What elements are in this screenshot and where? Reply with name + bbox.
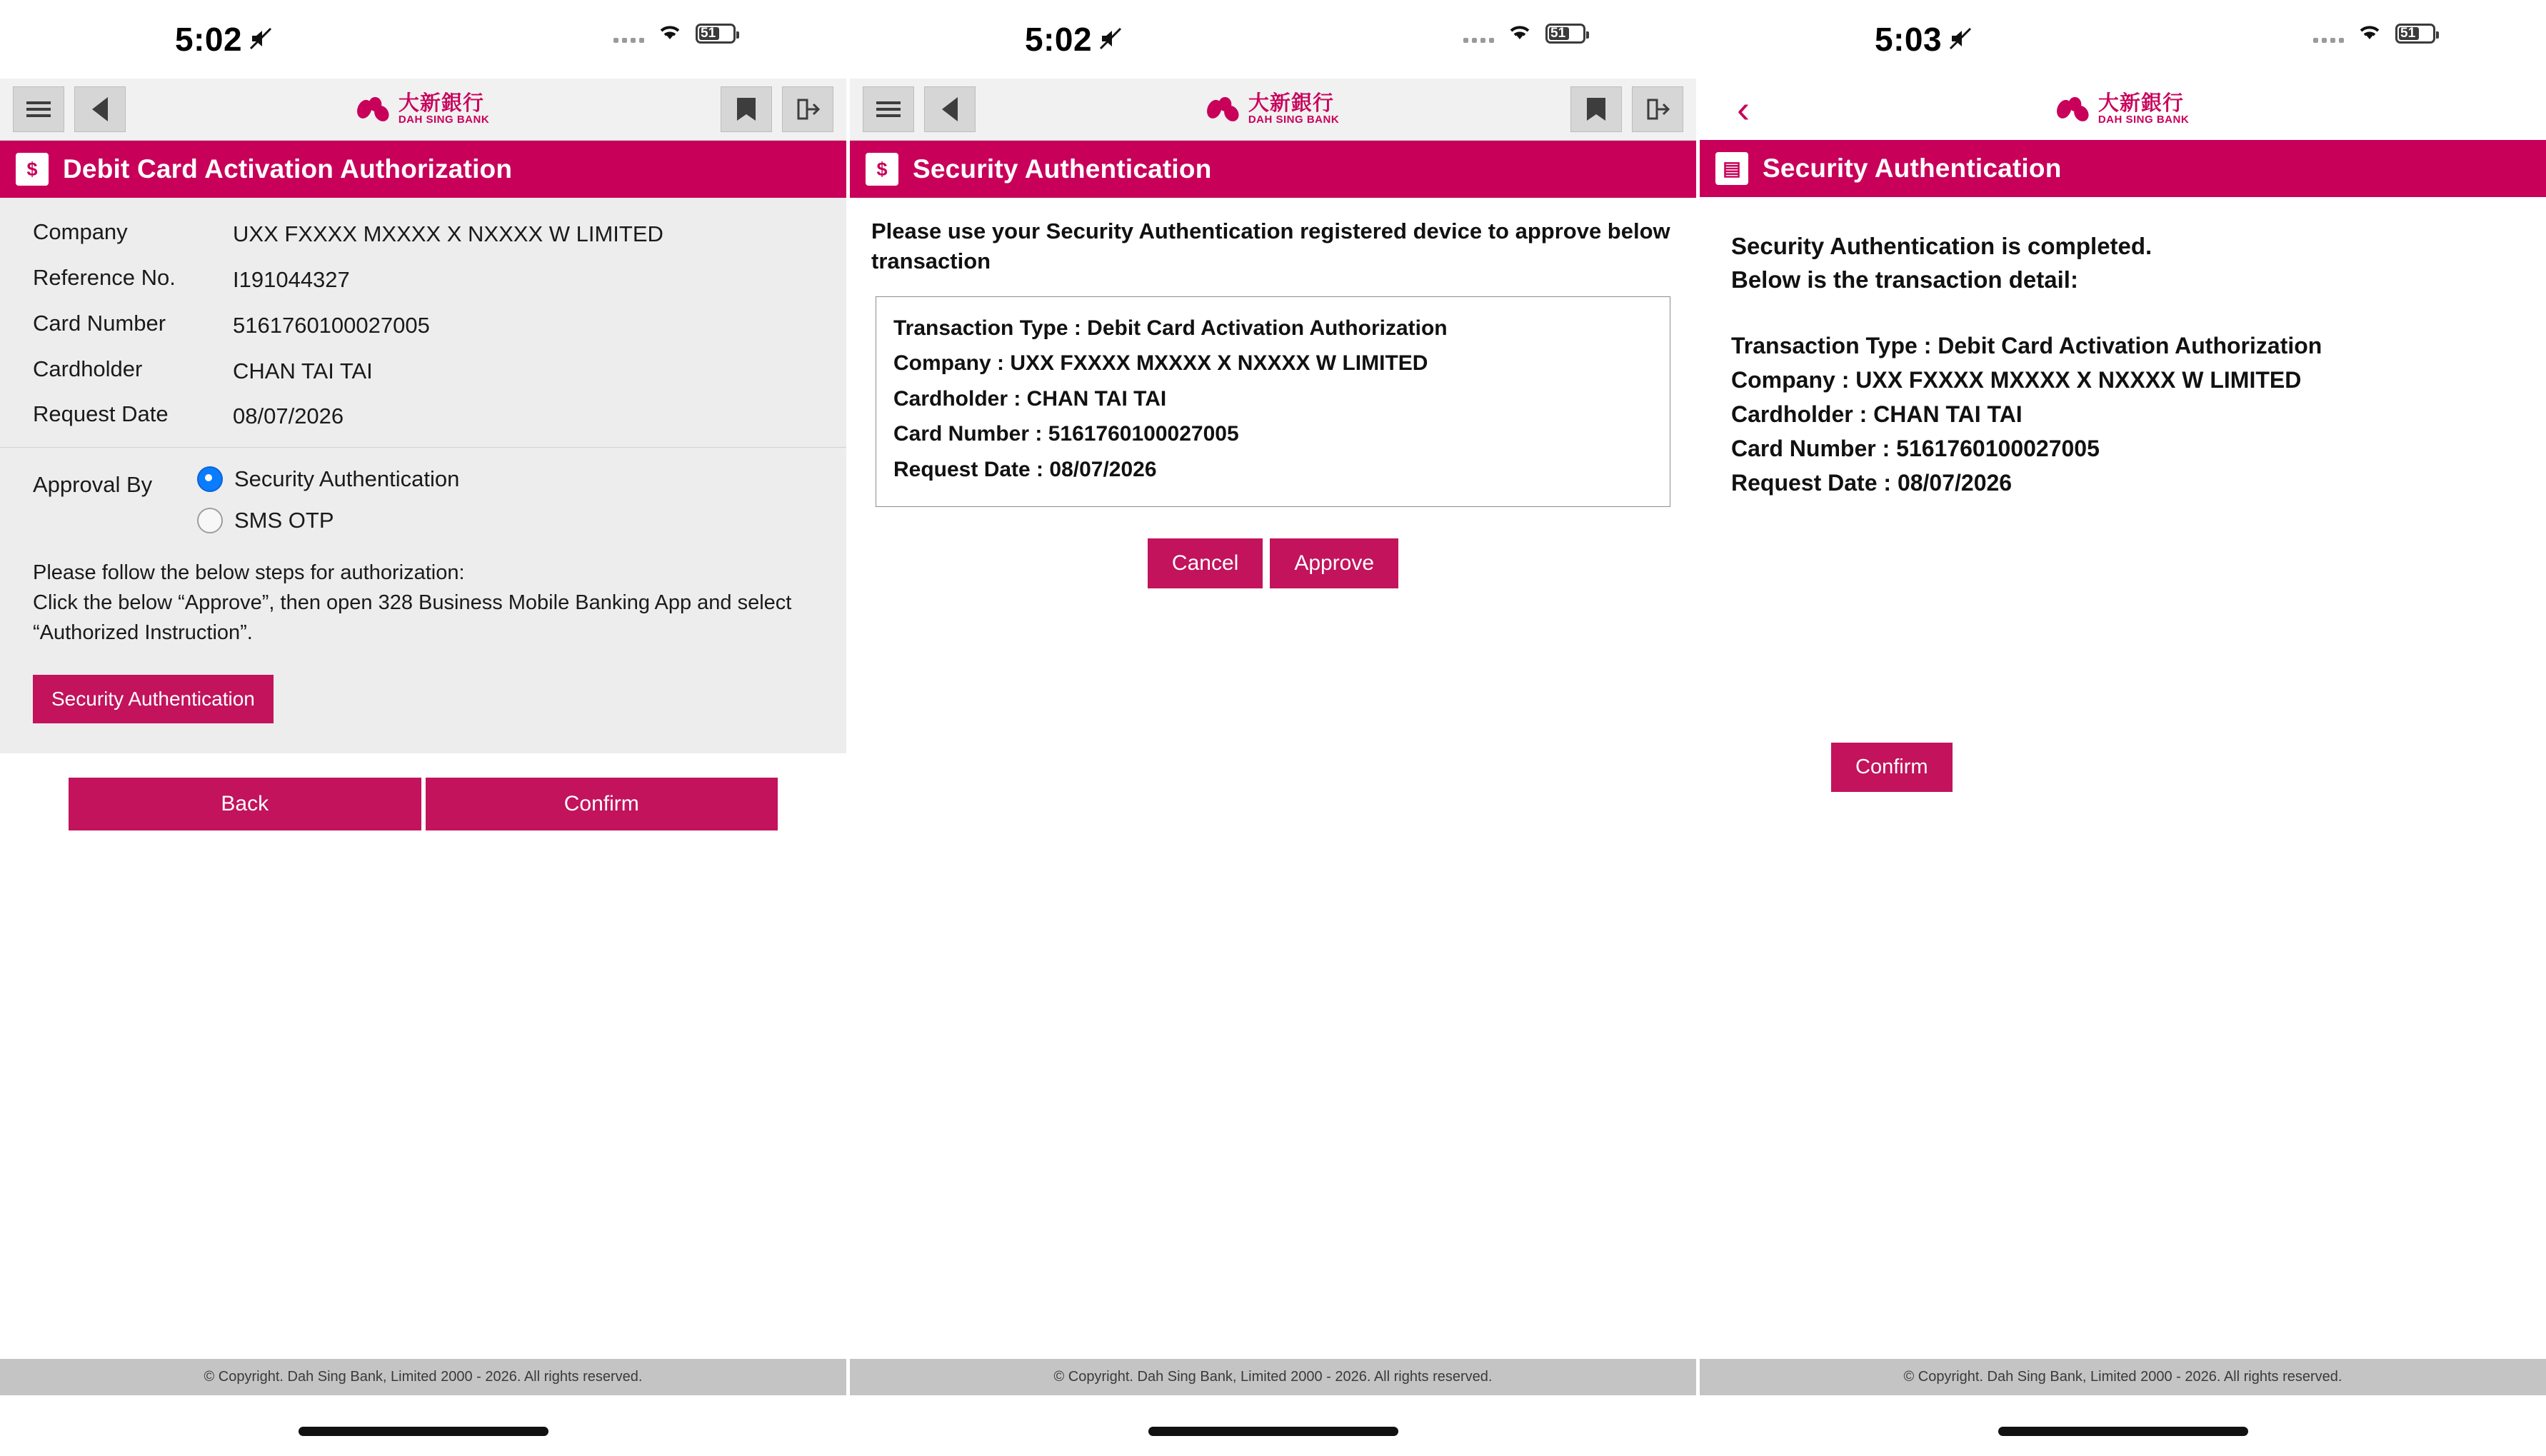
transaction-line: Card Number : 5161760100027005 — [893, 422, 1239, 446]
page-header-2 — [850, 141, 1696, 198]
status-bar-2 — [850, 0, 1696, 79]
triangle-left-icon — [942, 97, 958, 121]
field-label: Reference No. — [33, 264, 176, 290]
app-bar-2 — [850, 79, 1696, 141]
bookmark-icon — [737, 98, 756, 121]
screen-3-body — [1700, 197, 2546, 1428]
mobile-security-icon-glyph: $ — [876, 158, 888, 180]
field-label: Cardholder — [33, 356, 143, 381]
battery-level: 51 — [1550, 26, 1566, 41]
page-header-3 — [1700, 140, 2546, 197]
confirm-button[interactable]: Confirm — [1831, 743, 1953, 792]
brand-name-en: DAH SING BANK — [1248, 114, 1340, 126]
status-indicators — [613, 21, 736, 46]
nav-right-2 — [1570, 86, 1683, 132]
status-time: 5:03 — [1875, 21, 1943, 58]
page-header-1 — [0, 141, 846, 198]
radio-sms-otp[interactable] — [197, 508, 459, 533]
triangle-left-icon — [92, 97, 108, 121]
status-bar-1 — [0, 0, 846, 79]
approval-by-label: Approval By — [33, 472, 153, 498]
radio-selected-icon[interactable] — [197, 466, 223, 492]
completion-title — [1731, 230, 2515, 297]
battery-icon — [1545, 24, 1585, 44]
completion-line-1: Security Authentication is completed. — [1731, 233, 2152, 259]
completion-content — [1700, 197, 2546, 792]
field-row — [0, 356, 846, 386]
phone-screen-1 — [0, 0, 846, 1456]
phone-screen-2 — [850, 0, 1696, 1456]
transaction-line: Request Date : 08/07/2026 — [893, 457, 1157, 481]
detail-line: Request Date : 08/07/2026 — [1731, 469, 2013, 496]
completion-detail — [1731, 328, 2515, 500]
detail-line: Card Number : 5161760100027005 — [1731, 435, 2100, 461]
bookmark-button[interactable] — [1570, 86, 1622, 132]
approval-by-row — [0, 466, 846, 533]
logout-button[interactable] — [782, 86, 833, 132]
field-value: I191044327 — [233, 266, 350, 292]
instructions-line-1: Please follow the below steps for authorization: — [33, 561, 465, 585]
field-value: CHAN TAI TAI — [233, 358, 373, 383]
status-indicators — [1463, 21, 1585, 46]
signal-dots-icon — [613, 24, 644, 43]
wifi-icon — [656, 21, 684, 46]
phone-screen-3 — [1700, 0, 2546, 1456]
signal-dots-icon — [1463, 24, 1494, 43]
field-row — [0, 219, 846, 249]
field-row — [0, 401, 846, 431]
copyright-3: © Copyright. Dah Sing Bank, Limited 2000 - 2026. All rights reserved. — [1700, 1359, 2546, 1395]
radio-label: Security Authentication — [234, 466, 460, 492]
copyright-1: © Copyright. Dah Sing Bank, Limited 2000 - 2026. All rights reserved. — [0, 1359, 846, 1395]
cancel-button[interactable]: Cancel — [1148, 538, 1263, 588]
status-indicators — [2313, 21, 2435, 46]
approve-button[interactable]: Approve — [1270, 538, 1398, 588]
screen-2-shell — [850, 79, 1696, 1456]
wifi-icon — [2355, 21, 2384, 46]
completion-line-2: Below is the transaction detail: — [1731, 266, 2078, 293]
logout-icon — [796, 98, 820, 121]
transaction-line: Company : UXX FXXXX MXXXX X NXXXX W LIMITED — [893, 351, 1428, 376]
nav-right-1 — [721, 86, 833, 132]
dah-sing-mark-icon — [357, 97, 390, 121]
security-auth-button-wrap — [0, 648, 846, 753]
footer-buttons — [0, 753, 846, 830]
screen-1-shell — [0, 79, 846, 1456]
back-action-button[interactable]: Back — [69, 778, 421, 830]
detail-line: Company : UXX FXXXX MXXXX X NXXXX W LIMITED — [1731, 366, 2302, 393]
field-label: Company — [33, 219, 128, 244]
security-auth-instruction: Please use your Security Authentication registered device to approve below transaction — [871, 219, 1670, 273]
instructions-line-2: Click the below “Approve”, then open 328 Business Mobile Banking App and select “Authorized Instruction”. — [33, 591, 792, 645]
field-value: 08/07/2026 — [233, 403, 344, 429]
transaction-detail-box — [876, 296, 1670, 508]
mute-icon — [1946, 24, 1975, 53]
logout-icon — [1645, 98, 1670, 121]
nav-left-2 — [863, 86, 976, 132]
nav-left-1 — [13, 86, 126, 132]
mute-icon — [1096, 24, 1125, 53]
transaction-line: Transaction Type : Debit Card Activation Authorization — [893, 316, 1448, 340]
bookmark-icon — [1587, 98, 1605, 121]
detail-line: Cardholder : CHAN TAI TAI — [1731, 401, 2023, 427]
approval-options — [197, 466, 459, 533]
debit-card-icon-glyph: $ — [26, 158, 38, 180]
menu-button[interactable] — [863, 86, 914, 132]
transaction-actions — [850, 538, 1696, 588]
mute-icon — [246, 24, 275, 53]
page-title: Debit Card Activation Authorization — [63, 154, 513, 184]
battery-icon — [2395, 24, 2435, 44]
security-authentication-button[interactable]: Security Authentication — [33, 675, 274, 723]
details-panel — [0, 198, 846, 753]
signal-dots-icon — [2313, 24, 2344, 43]
mobile-security-icon — [866, 153, 898, 186]
dah-sing-mark-icon — [2057, 97, 2090, 121]
app-bar-3 — [1700, 79, 2546, 140]
debit-card-icon — [16, 153, 49, 186]
field-value: 5161760100027005 — [233, 312, 430, 338]
mobile-security-icon-glyph: ▤ — [1723, 157, 1741, 179]
transaction-line: Cardholder : CHAN TAI TAI — [893, 386, 1167, 411]
chevron-left-icon[interactable]: ‹ — [1737, 88, 1750, 131]
screen-2-body — [850, 198, 1696, 1429]
copyright-2: © Copyright. Dah Sing Bank, Limited 2000 - 2026. All rights reserved. — [850, 1359, 1696, 1395]
screen-3-shell — [1700, 79, 2546, 1456]
back-button[interactable] — [924, 86, 976, 132]
wifi-icon — [1505, 21, 1534, 46]
bank-logo — [2057, 93, 2189, 126]
brand-name-cn: 大新銀行 — [398, 91, 484, 115]
status-time: 5:02 — [1025, 21, 1093, 58]
divider — [0, 447, 846, 448]
radio-security-authentication[interactable] — [197, 466, 459, 492]
hamburger-icon — [26, 98, 51, 121]
instructions — [0, 533, 846, 648]
hamburger-icon — [876, 98, 901, 121]
detail-line: Transaction Type : Debit Card Activation Authorization — [1731, 332, 2322, 358]
home-indicator-1[interactable] — [299, 1427, 548, 1436]
brand-name-cn: 大新銀行 — [2098, 91, 2184, 115]
radio-unselected-icon[interactable] — [197, 508, 223, 533]
battery-level: 51 — [2400, 26, 2416, 41]
bank-logo — [1207, 93, 1339, 126]
battery-icon — [696, 24, 736, 44]
radio-label: SMS OTP — [234, 508, 334, 533]
page-title: Security Authentication — [1763, 154, 2062, 183]
field-row — [0, 311, 846, 341]
brand-name-en: DAH SING BANK — [2098, 114, 2190, 126]
page-title: Security Authentication — [913, 154, 1212, 184]
screen-1-body — [0, 198, 846, 1429]
home-indicator-3[interactable] — [1998, 1427, 2248, 1436]
logout-button[interactable] — [1632, 86, 1683, 132]
brand-name-cn: 大新銀行 — [1248, 91, 1334, 115]
app-bar-1 — [0, 79, 846, 141]
battery-level: 51 — [701, 26, 716, 41]
field-label: Card Number — [33, 310, 166, 336]
status-bar-3 — [1700, 0, 2546, 79]
bank-logo — [357, 93, 489, 126]
status-time: 5:02 — [175, 21, 243, 58]
confirm-button-wrap — [1731, 743, 2515, 792]
brand-name-en: DAH SING BANK — [398, 114, 490, 126]
mobile-security-icon — [1715, 152, 1748, 185]
menu-button[interactable] — [13, 86, 64, 132]
field-row — [0, 265, 846, 295]
field-value: UXX FXXXX MXXXX X NXXXX W LIMITED — [233, 221, 663, 246]
bookmark-button[interactable] — [721, 86, 772, 132]
home-indicator-2[interactable] — [1148, 1427, 1398, 1436]
field-label: Request Date — [33, 401, 169, 427]
dah-sing-mark-icon — [1207, 97, 1240, 121]
confirm-button[interactable]: Confirm — [426, 778, 778, 830]
back-button[interactable] — [74, 86, 126, 132]
